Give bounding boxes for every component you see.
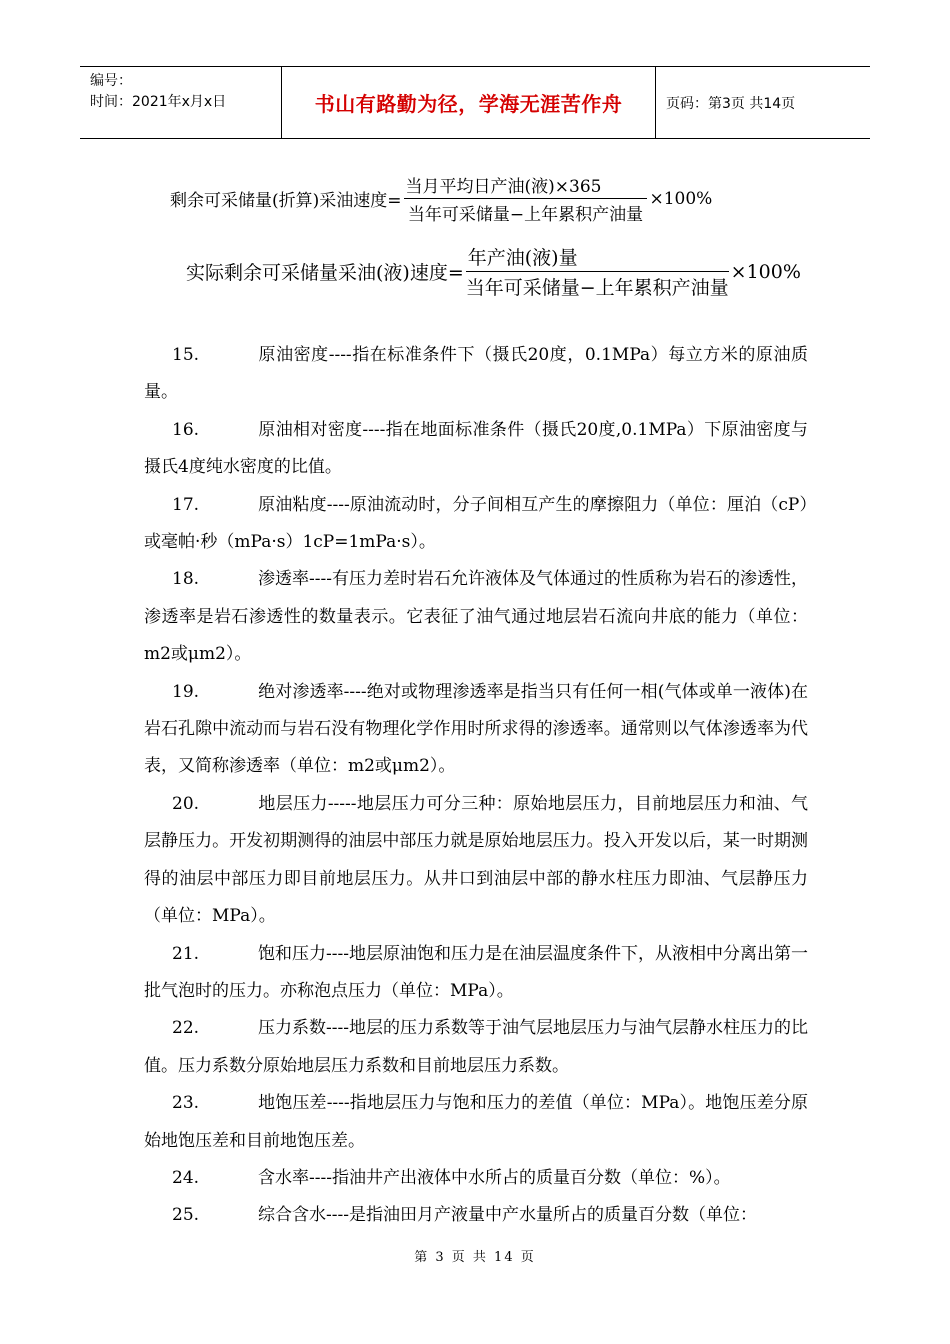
- item-number: 19.: [172, 681, 200, 702]
- definition-item: [144, 561, 808, 673]
- item-number: 25.: [172, 1205, 200, 1226]
- definition-item: [144, 487, 808, 562]
- formula-lhs: 实际剩余可采储量采油(液)速度=: [186, 262, 464, 284]
- item-number: 22.: [172, 1018, 200, 1039]
- item-text: 渗透率----有压力差时岩石允许液体及气体通过的性质称为岩石的渗透性，渗透率是岩石渗透性的数量表示。它表征了油气通过地层岩石流向井底的能力（单位：m2或μm2）。: [144, 569, 808, 665]
- item-number: 21.: [172, 943, 200, 964]
- item-number: 17.: [172, 494, 200, 515]
- formula-denominator: 当年可采储量−上年累积产油量: [407, 205, 644, 225]
- definition-list: [144, 337, 808, 1235]
- header-page-info: 页码：第3页 共14页: [666, 95, 796, 112]
- page-footer: 第 3 页 共 14 页: [414, 1250, 536, 1265]
- page-header: [80, 66, 870, 139]
- definition-item: [144, 1085, 808, 1160]
- item-number: 24.: [172, 1167, 200, 1188]
- definition-item: [144, 337, 808, 412]
- formula-numerator: 当月平均日产油(液)×365: [404, 172, 648, 199]
- definition-item: [144, 936, 808, 1011]
- item-text: 饱和压力----地层原油饱和压力是在油层温度条件下，从液相中分离出第一批气泡时的压力。亦称泡点压力（单位：MPa）。: [144, 943, 808, 1001]
- item-text: 含水率----指油井产出液体中水所占的质量百分数（单位：%）。: [258, 1167, 731, 1188]
- formula-denominator: 当年可采储量−上年累积产油量: [465, 277, 729, 299]
- date-line: 时间：2021年x月x日: [90, 94, 227, 110]
- formula-suffix: ×100%: [730, 260, 801, 283]
- formula-remaining-reserve-rate: [170, 172, 712, 225]
- item-text: 原油密度----指在标准条件下（摄氏20度，0.1MPa）每立方米的原油质量。: [144, 345, 808, 403]
- formula-fraction: [466, 243, 729, 300]
- item-number: 18.: [172, 569, 200, 590]
- header-meta: [80, 67, 282, 138]
- definition-item: [144, 674, 808, 786]
- definition-item: [144, 1010, 808, 1085]
- formula-suffix: ×100%: [649, 188, 713, 209]
- item-text: 原油粘度----原油流动时，分子间相互产生的摩擦阻力（单位：厘泊（cP）或毫帕·秒（mPa·s）1cP=1mPa·s）。: [144, 494, 808, 553]
- header-motto: 书山有路勤为径，学海无涯苦作舟: [282, 67, 656, 138]
- item-text: 原油相对密度----指在地面标准条件（摄氏20度,0.1MPa）下原油密度与摄氏4度纯水密度的比值。: [144, 419, 808, 478]
- code-label: 编号：: [90, 73, 132, 89]
- item-number: 16.: [172, 419, 200, 440]
- definition-item: [144, 786, 808, 936]
- item-text: 综合含水----是指油田月产液量中产水量所占的质量百分数（单位：: [258, 1205, 757, 1226]
- definition-item: [144, 412, 808, 487]
- item-number: 20.: [172, 793, 200, 814]
- definition-item: [144, 1197, 808, 1234]
- formula-numerator: 年产油(液)量: [466, 243, 729, 272]
- item-text: 绝对渗透率----绝对或物理渗透率是指当只有任何一相(气体或单一液体)在岩石孔隙中流动而与岩石没有物理化学作用时所求得的渗透率。通常则以气体渗透率为代表，又简称渗透率（单位：m2或μm2）。: [144, 681, 808, 777]
- item-text: 地层压力-----地层压力可分三种：原始地层压力，目前地层压力和油、气层静压力。开发初期测得的油层中部压力就是原始地层压力。投入开发以后，某一时期测得的油层中部压力即目前地层压力。从井口到油层中部的静水柱压力即油、气层静压力（单位：MPa）。: [144, 793, 808, 927]
- item-text: 压力系数----地层的压力系数等于油气层地层压力与油气层静水柱压力的比值。压力系数分原始地层压力系数和目前地层压力系数。: [144, 1018, 808, 1076]
- item-text: 地饱压差----指地层压力与饱和压力的差值（单位：MPa）。地饱压差分原始地饱压差和目前地饱压差。: [144, 1093, 808, 1151]
- item-number: 23.: [172, 1093, 200, 1114]
- item-number: 15.: [172, 345, 200, 365]
- formula-fraction: [404, 172, 648, 225]
- formula-lhs: 剩余可采储量(折算)采油速度=: [170, 191, 402, 211]
- definition-item: [144, 1160, 808, 1197]
- formula-actual-remaining-reserve-rate: [186, 243, 801, 300]
